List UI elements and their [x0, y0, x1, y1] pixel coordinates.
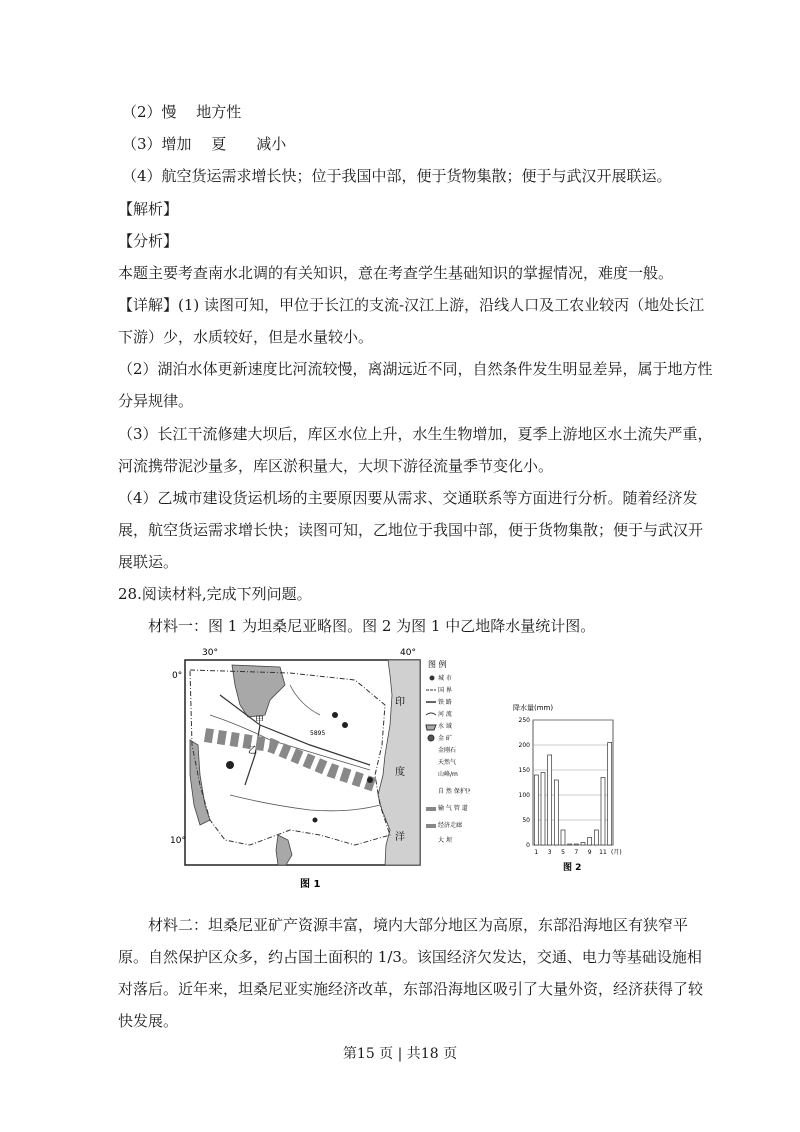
lat-label-10: 10°: [170, 836, 186, 846]
place-label-jia: 甲: [255, 716, 265, 726]
precip-bar-5: [561, 830, 565, 845]
legend-item-city: 城 市: [438, 675, 452, 682]
material-2-line: 原。自然保护区众多，约占国土面积的 1/3。该国经济欠发达，交通、电力等基础设施相: [118, 948, 702, 966]
y-tick-label: 250: [518, 717, 530, 724]
tanzania-map: [170, 645, 470, 895]
precip-bar-9: [588, 838, 592, 846]
detail-line: 展联运。: [118, 553, 179, 571]
legend-item-dam: 大 坝: [438, 837, 452, 844]
precip-bar-8: [581, 843, 585, 846]
precip-bar-4: [554, 780, 558, 845]
page-footer: 第15 页 | 共18 页: [342, 1046, 458, 1062]
legend-item-border: 国 界: [438, 687, 452, 694]
map-legend: [438, 674, 470, 844]
answer-line-2: （2）慢 地方性: [122, 103, 242, 121]
x-tick-label: 11: [599, 849, 607, 856]
figure-1-caption: 图 1: [300, 879, 321, 890]
legend-item-pipeline: 输 气 管 道: [438, 805, 468, 812]
precip-bar-10: [594, 830, 598, 845]
answer-line-4: （4）航空货运需求增长快；位于我国中部，便于货物集散；便于与武汉开展联运。: [122, 167, 672, 185]
city-icon: [342, 722, 348, 728]
precip-bar-3: [548, 755, 552, 845]
fenxi-text: 本题主要考查南水北调的有关知识，意在考查学生基础知识的掌握情况，难度一般。: [118, 264, 674, 282]
fenxi-heading: 【分析】: [118, 232, 179, 250]
precip-bar-11: [601, 778, 605, 846]
precipitation-chart: [505, 700, 630, 875]
legend-item-gold: 金 矿: [438, 735, 452, 742]
analysis-heading: 【解析】: [118, 200, 179, 218]
precipitation-chart-figure: [505, 700, 630, 875]
answer-line-3: （3）增加 夏 减小: [122, 135, 287, 153]
precip-bar-12: [608, 743, 612, 846]
legend-symbols: [426, 676, 436, 828]
ocean-label-du: 度: [395, 767, 405, 778]
lat-label-0: 0°: [172, 671, 183, 681]
tanzania-map-figure: [170, 645, 470, 895]
y-tick-label: 0: [526, 842, 530, 849]
precip-bar-1: [534, 775, 538, 845]
legend-item-corridor: 经济走廊: [438, 822, 463, 829]
x-tick-label: 3: [547, 849, 552, 856]
material-2-line: 材料二：坦桑尼亚矿产资源丰富，境内大部分地区为高原，东部沿海地区有狭窄平: [148, 916, 689, 934]
ocean-label-yang: 洋: [395, 832, 405, 843]
detail-line: 下游）少，水质较好，但是水量较小。: [118, 328, 374, 346]
material-2-line: 快发展。: [118, 1012, 179, 1030]
y-tick-label: 50: [522, 817, 530, 824]
precip-bar-2: [541, 773, 545, 846]
detail-line: （4）乙城市建设货运机场的主要原因要从需求、交通联系等方面进行分析。随着经济发: [118, 489, 698, 507]
place-label-yi: 乙: [248, 746, 258, 756]
legend-item-river: 河 流: [438, 711, 452, 718]
detail-line: （3）长江干流修建大坝后，库区水位上升，水生生物增加，夏季上游地区水土流失严重，: [118, 425, 713, 443]
detail-line: （2）湖泊水体更新速度比河流较慢，离湖远近不同，自然条件发生明显差异，属于地方性: [118, 360, 713, 378]
ocean-label-yin: 印: [395, 697, 405, 708]
legend-item-reserve: 自 然 保护区: [438, 788, 470, 795]
legend-item-railway: 铁 路: [438, 699, 452, 706]
figure-2-caption: 图 2: [563, 863, 582, 873]
precip-bar-6: [568, 844, 572, 845]
x-unit-label: (月): [611, 849, 622, 856]
legend-title: 图 例: [428, 660, 447, 669]
y-tick-label: 100: [518, 792, 530, 799]
detail-line: 展，航空货运需求增长快；读图可知，乙地位于我国中部，便于货物集散；便于与武汉开: [118, 521, 704, 539]
material-2-line: 对落后。近年来，坦桑尼亚实施经济改革，东部沿海地区吸引了大量外资，经济获得了较: [118, 980, 704, 998]
legend-item-peak: 山峰/m: [438, 771, 458, 778]
x-tick-label: 9: [587, 849, 592, 856]
legend-item-water: 水 域: [438, 723, 452, 730]
x-tick-label: 5: [561, 849, 565, 856]
city-icon: [313, 818, 318, 823]
legend-item-diamond: 金刚石: [438, 747, 457, 754]
peak-label: 5895: [310, 730, 326, 737]
y-tick-label: 200: [518, 742, 530, 749]
legend-item-gas: 天然气: [438, 759, 457, 766]
city-icon: [367, 777, 373, 783]
detail-line: 【详解】(1) 读图可知，甲位于长江的支流-汉江上游，沿线人口及工农业较丙（地处长江: [118, 296, 705, 314]
x-tick-label: 7: [574, 849, 579, 856]
lon-label-30: 30°: [202, 648, 218, 658]
detail-line: 分异规律。: [118, 392, 194, 410]
lon-label-40: 40°: [400, 648, 416, 658]
chart-title: 降水量(mm): [513, 704, 554, 712]
city-icon: [332, 712, 338, 718]
precip-bar-7: [574, 844, 578, 845]
y-tick-label: 150: [518, 767, 530, 774]
x-tick-label: 1: [534, 849, 539, 856]
material-1: 材料一：图 1 为坦桑尼亚略图。图 2 为图 1 中乙地降水量统计图。: [148, 617, 596, 635]
detail-line: 河流携带泥沙量多，库区淤积量大，大坝下游径流量季节变化小。: [118, 457, 554, 475]
question-28-title: 28.阅读材料,完成下列问题。: [118, 585, 312, 603]
gold-mine-icon: [226, 761, 234, 769]
